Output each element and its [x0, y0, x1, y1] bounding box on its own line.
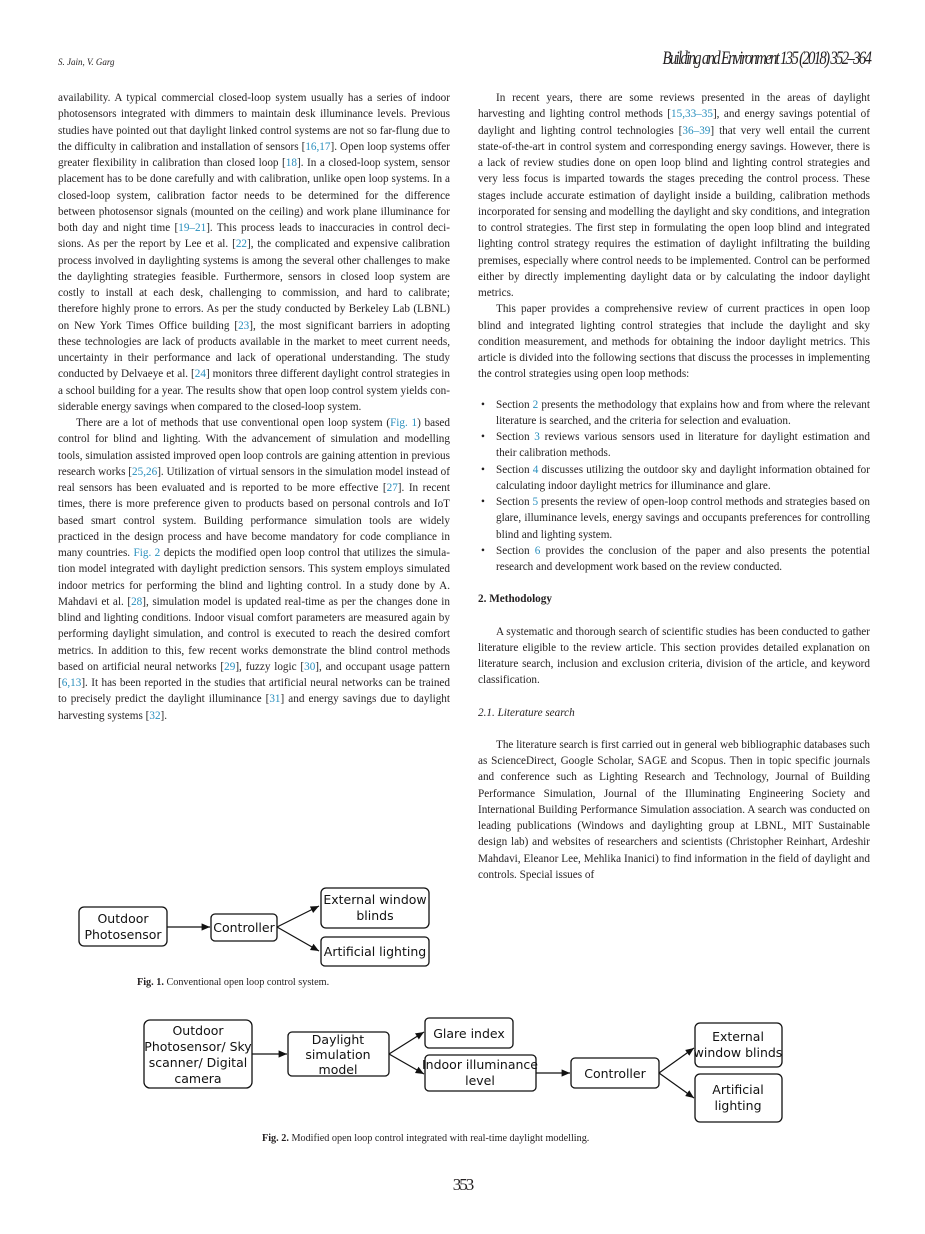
figure-1-diagram	[70, 880, 440, 975]
section-link[interactable]: 2	[532, 398, 539, 411]
text-run: ], fuzzy logic [	[235, 660, 305, 673]
node-label: scanner/ Digital	[148, 1055, 248, 1070]
section-list-item: • Section 2 presents the methodology that explains how and from where the relevant literature is searched, and the criteria for selection and evaluation.	[478, 397, 870, 430]
section-list-item: • Section 3 reviews various sensors used in literature for daylight estimation and their calibration methods.	[478, 429, 870, 462]
text-run: ]. This process leads to inaccuracies in control decisions. As per the report by Lee et al. [	[58, 222, 450, 251]
paragraph-literature-search: The literature search is first carried out in general web bibliographic databases such as ScienceDirect, Google Scholar, SAGE and Scopus. Then in topic specific journals and conference such as Lighting Research and Technology, Journal of Building Performance Simulation, Journal of the Illuminating Engineering Society and International Building Performance Simulation association. A search was conducted on leading publications (Windows and daylighting group at LBNL, MIT Sustainable design lab) and websites of researchers and scientists (Christopher Reinhart, Ardeshir Mahdavi, Eleanor Lee, Mehlika Inanici) to find information in the field of daylight and controls. Special issues of	[478, 738, 871, 881]
figure-1-svg	[70, 880, 440, 975]
section-link[interactable]: 6	[534, 544, 541, 557]
section-link[interactable]: 4	[532, 463, 539, 476]
node-label: Artificial	[712, 1082, 764, 1097]
citation-link[interactable]: 24	[194, 368, 206, 381]
text-run: ] that very well entail the current state-of-the-art in control system and corresponding energy savings. However, there is a lack of review studies done on open loop blind and lighting control strategies and very less focus is imparted towards the stages preceding the control process. These stages include accurate estimation of daylight inside a building, calibration methods incorporated for sensing and modelling the daylight and sky conditions, and integration to control strategies. The first step in formulating the open loop blind and integrated lighting control strategy requires the estimation of daylight infiltrating the building premises, especially where control needs to be implemented. Control can be performed either by directly implementing daylight data or by calculating the indoor daylight metrics.	[478, 124, 870, 299]
node-label: Photosensor	[84, 927, 162, 942]
arrow-controller-to-blinds	[659, 1048, 694, 1073]
node-label: lighting	[714, 1098, 762, 1113]
node-label: simulation	[305, 1047, 371, 1062]
paragraph-recent-reviews	[478, 90, 870, 301]
paragraph-open-loop-methods	[58, 415, 450, 724]
text-run: ]. Utilization of virtual sensors in the simulation model instead of real sensors has been evaluated and is reported to be more effective [	[58, 465, 450, 494]
text-run: ]. It has been reported in the studies that artificial neural networks can be trained to precisely predict the daylight illuminance [	[58, 677, 450, 706]
text-run: ], and occupant usage pattern [	[58, 660, 450, 689]
node-label: Indoor illuminance	[421, 1057, 539, 1072]
text-run: ].	[160, 709, 168, 722]
node-label: Controller	[213, 920, 275, 935]
citation-link[interactable]: 16,17	[305, 140, 331, 153]
citation-link[interactable]: Fig. 1	[390, 417, 418, 429]
citation-link[interactable]: 28	[131, 595, 143, 608]
node-label: External	[712, 1029, 764, 1044]
text-run: ] and energy savings due to daylight harvesting systems [	[58, 693, 450, 722]
text-run: ], the most significant barriers in adopting these technologies are lack of products available in the market to meet current needs, uncertainty in their performance and lack of operational understanding. The study conducted by Delvaeye et al. [	[58, 319, 450, 381]
text-run: ], simulation model is updated real-time as per the changes done in blind and lighting conditions. Indoor visual comfort parameters are measured again by performing daylight simulation, and control is executed to reach the desired comfort metrics. In addition to this, few recent works demonstrate the blind control methods based on artificial neural networks [	[58, 595, 450, 673]
section-link[interactable]: 5	[532, 496, 539, 508]
figure-1-caption: Fig. 1. Conventional open loop control system.	[137, 977, 330, 988]
node-label: Controller	[584, 1066, 646, 1081]
citation-link[interactable]: 6,13	[61, 677, 82, 689]
citation-link[interactable]: 23	[238, 319, 250, 332]
subsection-heading-literature-search: 2.1. Literature search	[478, 706, 575, 719]
running-head-authors: S. Jain, V. Garg	[58, 57, 115, 67]
text-run: ]. In recent times, there is more preference given to products based on personal controls and IoT based smart control system. Building performance simulation tools are widely practiced in the design process and have become mandatory for code compliance in many countries.	[58, 482, 450, 559]
citation-link[interactable]: 29	[224, 660, 236, 673]
citation-link[interactable]: 15,33–35	[671, 108, 713, 121]
citation-link[interactable]: 30	[304, 660, 316, 673]
node-label: External window	[323, 892, 427, 907]
node-label: blinds	[356, 908, 394, 923]
figure-2-svg	[140, 1015, 790, 1127]
paragraph-methodology: A systematic and thorough search of scientific studies has been conducted to gather literature eligible to the review article. This section provides detailed explanation on literature search, inclusion and exclusion criteria, division of the article, and keyword classification.	[478, 625, 870, 687]
section-link[interactable]: 3	[534, 431, 540, 443]
text-run: ] monitors three different daylight control strategies in a school building for a year. The results show that open loop control system yields considerable energy savings when compared to the closed-loop system.	[58, 368, 450, 413]
citation-link[interactable]: 19–21	[178, 222, 207, 234]
node-label: camera	[174, 1071, 222, 1086]
text-run: In recent years, there are some reviews presented in the areas of daylight harvesting and lighting control methods [	[478, 92, 870, 121]
running-head-journal: Building and Environment 135 (2018) 352–364	[662, 48, 870, 69]
citation-link[interactable]: 25,26	[132, 465, 158, 478]
paragraph-paper-overview: This paper provides a comprehensive review of current practices in open loop blind and integrated lighting control strategies that include the daylight and sky condition measurement, and methods for obtaining the indoor daylight metrics. This article is divided into the following sections that discuss the processes in implementing the control strategies using open loop methods:	[478, 303, 870, 381]
section-list-item: • Section 5 presents the review of open-loop control methods and strategies based on glare, illuminance levels, energy savings and occupants preferences for controlling blind and lighting system.	[478, 494, 870, 543]
text-run: There are a lot of methods that use conventional open loop system (	[76, 417, 391, 429]
arrow-controller-to-lighting	[277, 927, 319, 951]
text-run: ]. In a closed-loop system, sensor placement has to be done carefully and with calibration, unlike open loop systems. In a closed-loop system, calibration factor needs to be determined for the difference between photosensor signals (mounted on the ceiling) and work plane illuminance for both day and night time [	[58, 157, 451, 234]
arrow-controller-to-blinds	[277, 906, 319, 927]
figure-2-label: Fig. 2.	[262, 1133, 289, 1144]
node-label: Daylight	[311, 1032, 365, 1047]
citation-link[interactable]: 32	[149, 709, 161, 722]
figure-2-caption: Fig. 2. Modified open loop control integrated with real-time daylight modelling.	[262, 1133, 590, 1144]
citation-link[interactable]: 27	[386, 482, 398, 494]
text-run: depicts the modified open loop control that utilizes the simulation model integrated with daylight prediction sensors. This system employs simulated indoor metrics for performing the blind and lighting control. In a study done by A. Mahdavi et al. [	[58, 547, 450, 608]
text-run: availability. A typical commercial closed-loop system usually has a series of indoor photosensors integrated with dimmers to maintain desk illuminance levels. Previous studies have pointed out that daylight linked control systems are not so far-flung due to the difficulty in calibration and installation of sensors [	[58, 92, 450, 153]
text-run: ) based control for blind and lighting. With the advancement of simulation and modelling tools, simulation assisted improved open loop controls are gaining attention in previous research works [	[58, 417, 450, 478]
paragraph-closed-loop	[58, 90, 450, 415]
figure-1-label: Fig. 1.	[137, 977, 164, 988]
citation-link[interactable]: 18	[285, 157, 297, 169]
text-run: ]. Open loop systems offer greater flexibility in calibration than closed loop [	[58, 140, 450, 169]
node-label: window blinds	[693, 1045, 783, 1060]
section-list-item: • Section 4 discusses utilizing the outdoor sky and daylight information obtained for calculating indoor daylight metrics for illuminance and glare.	[478, 462, 870, 495]
arrow-simulation-to-illuminance	[389, 1054, 424, 1074]
arrow-simulation-to-glare	[389, 1032, 424, 1054]
node-label: Artificial lighting	[323, 944, 427, 959]
citation-link[interactable]: 22	[235, 238, 248, 251]
section-list	[478, 397, 870, 576]
node-label: Outdoor	[97, 911, 149, 926]
node-label: Outdoor	[172, 1023, 224, 1038]
left-column	[58, 90, 450, 724]
node-label: model	[318, 1062, 358, 1077]
section-heading-methodology: 2. Methodology	[478, 593, 552, 606]
page-number: 353	[452, 1175, 473, 1194]
arrow-controller-to-lighting	[659, 1073, 694, 1098]
node-label: Photosensor/ Sky	[144, 1039, 252, 1054]
text-run: ], and energy savings potential of daylight and lighting control technologies [	[478, 108, 870, 137]
figure-2-diagram	[140, 1015, 790, 1127]
citation-link[interactable]: Fig. 2	[133, 547, 161, 559]
section-list-item: • Section 6 provides the conclusion of the paper and also presents the potential research and development work based on the review conducted.	[478, 543, 870, 576]
citation-link[interactable]: 36–39	[682, 124, 711, 137]
right-column	[478, 90, 870, 883]
text-run: ], the complicated and expensive calibration process involved in daylighting systems is among the several other challenges to make the daylighting strategies feasible. Furthermore, sensors in closed loop system are costly to install at each desk, challenging to commission, and hard to calibrate; therefore highly prone to errors. As per the study conducted by Berkeley Lab (LBNL) on New York Times Office building [	[58, 238, 450, 332]
citation-link[interactable]: 31	[269, 693, 281, 706]
node-label: Glare index	[433, 1026, 505, 1041]
node-label: level	[465, 1073, 495, 1088]
